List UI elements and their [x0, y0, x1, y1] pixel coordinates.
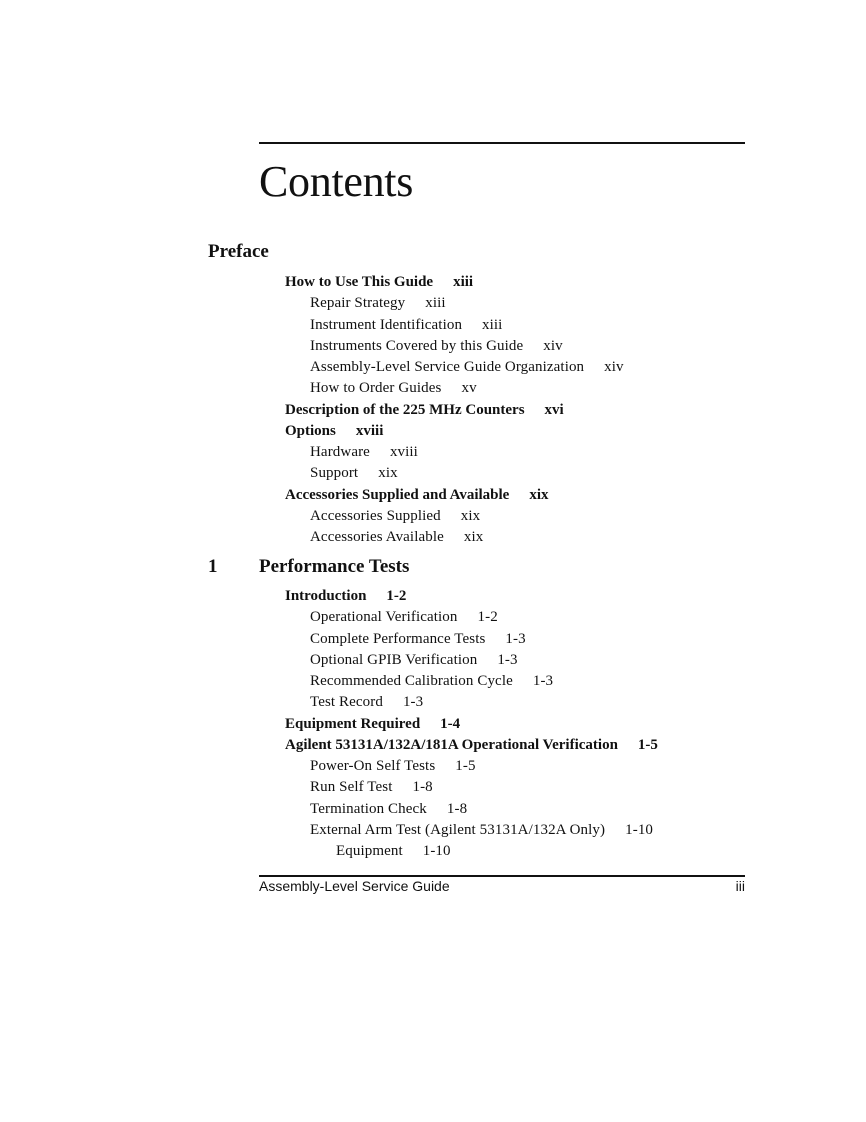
toc-entry[interactable]: [285, 272, 473, 293]
toc-entry-title: Operational Verification: [310, 609, 458, 626]
toc-entry[interactable]: [285, 735, 658, 756]
toc-entry-title: Equipment Required: [285, 715, 421, 732]
toc-entry-title: Complete Performance Tests: [310, 630, 486, 647]
toc-entry[interactable]: [310, 463, 398, 484]
toc-entry[interactable]: [310, 607, 498, 628]
toc-entry-page: 1-3: [402, 694, 424, 711]
toc-entry-title: Introduction: [285, 588, 367, 604]
toc-entry-title: Recommended Calibration Cycle: [310, 673, 513, 689]
toc-entry-page: 1-8: [446, 800, 468, 817]
toc-entry-title: Instruments Covered by this Guide: [310, 337, 524, 354]
toc-entry[interactable]: [310, 357, 624, 378]
toc-entry-page: xix: [460, 507, 481, 524]
toc-entry[interactable]: [285, 485, 549, 506]
toc-entry-page: 1-8: [412, 779, 433, 796]
page-title: Contents: [259, 157, 414, 206]
toc-entry-title: Accessories Supplied: [310, 507, 441, 524]
toc-entry-page: xiii: [425, 295, 446, 312]
toc-entry-page: 1-3: [497, 651, 518, 668]
toc-chapter-number: 1: [208, 556, 218, 577]
toc-entry-title: Repair Strategy: [310, 295, 406, 312]
toc-entry-page: 1-5: [637, 736, 658, 753]
toc-entry-title: Test Record: [310, 694, 383, 711]
toc-entry[interactable]: [310, 293, 446, 314]
toc-entry-title: External Arm Test (Agilent 53131A/132A Only): [310, 821, 606, 838]
footer-title: Assembly-Level Service Guide: [259, 878, 450, 894]
toc-entry-title: Description of the 225 MHz Counters: [285, 401, 525, 418]
toc-entry[interactable]: [310, 671, 553, 692]
toc-entry-page: xiv: [604, 359, 624, 375]
toc-entry-page: xiii: [453, 274, 474, 290]
toc-entry-title: Accessories Supplied and Available: [285, 486, 510, 503]
toc-entry-page: 1-5: [455, 758, 476, 774]
toc-entry[interactable]: [310, 650, 518, 671]
toc-entry-page: 1-10: [625, 821, 654, 838]
toc-entry[interactable]: [285, 586, 406, 607]
toc-entry-title: How to Use This Guide: [285, 274, 434, 290]
toc-entry[interactable]: [310, 442, 418, 463]
toc-entry[interactable]: [310, 692, 423, 713]
toc-entry[interactable]: [310, 799, 467, 820]
top-rule: [259, 142, 745, 144]
toc-entry-title: Termination Check: [310, 800, 427, 817]
toc-chapter-heading[interactable]: [208, 240, 269, 264]
toc-entry[interactable]: [336, 841, 451, 862]
toc-entry-page: xviii: [389, 444, 418, 460]
toc-entry[interactable]: [310, 756, 476, 777]
toc-entry[interactable]: [310, 336, 563, 357]
toc-chapter-title: Performance Tests: [259, 556, 410, 577]
toc-entry-page: xvi: [544, 401, 564, 418]
toc-entry-page: 1-3: [505, 630, 526, 647]
toc-entry-title: Options: [285, 422, 336, 439]
footer-page-number: iii: [735, 878, 745, 894]
toc-entry[interactable]: [310, 527, 483, 548]
toc-entry-title: Accessories Available: [310, 529, 444, 545]
toc-entry-title: How to Order Guides: [310, 380, 442, 397]
toc-entry-page: 1-3: [532, 673, 554, 689]
toc-chapter-title: Preface: [208, 241, 269, 262]
toc-entry-page: 1-2: [477, 609, 498, 626]
toc-entry-title: Support: [310, 465, 359, 482]
toc-entry-page: xviii: [355, 422, 384, 439]
toc-entry[interactable]: [310, 506, 480, 527]
toc-entry-page: 1-2: [386, 588, 407, 604]
toc-entry-page: xiii: [482, 316, 503, 333]
toc-entry[interactable]: [310, 629, 526, 650]
toc-entry[interactable]: [310, 777, 433, 798]
toc-entry-title: Run Self Test: [310, 779, 393, 796]
toc-entry-page: 1-10: [422, 843, 451, 859]
toc-entry[interactable]: [285, 400, 564, 421]
toc-entry[interactable]: [285, 714, 460, 735]
toc-entry[interactable]: [310, 378, 477, 399]
toc-entry-page: xix: [529, 486, 549, 503]
toc-entry[interactable]: [310, 315, 502, 336]
toc-entry-page: 1-4: [440, 715, 461, 732]
toc-entry[interactable]: [310, 820, 653, 841]
toc-entry-page: xix: [378, 465, 398, 482]
toc-entry-title: Power-On Self Tests: [310, 758, 436, 774]
toc-entry-page: xv: [461, 380, 477, 397]
toc-entry-title: Equipment: [336, 843, 403, 859]
toc-entry-title: Optional GPIB Verification: [310, 651, 478, 668]
toc-entry-title: Assembly-Level Service Guide Organization: [310, 359, 585, 375]
toc-entry-title: Hardware: [310, 444, 370, 460]
toc-entry-page: xiv: [543, 337, 563, 354]
toc-entry-title: Agilent 53131A/132A/181A Operational Verification: [285, 736, 618, 753]
toc-entry-page: xix: [463, 529, 484, 545]
toc-entry-title: Instrument Identification: [310, 316, 463, 333]
toc-entry[interactable]: [285, 421, 383, 442]
